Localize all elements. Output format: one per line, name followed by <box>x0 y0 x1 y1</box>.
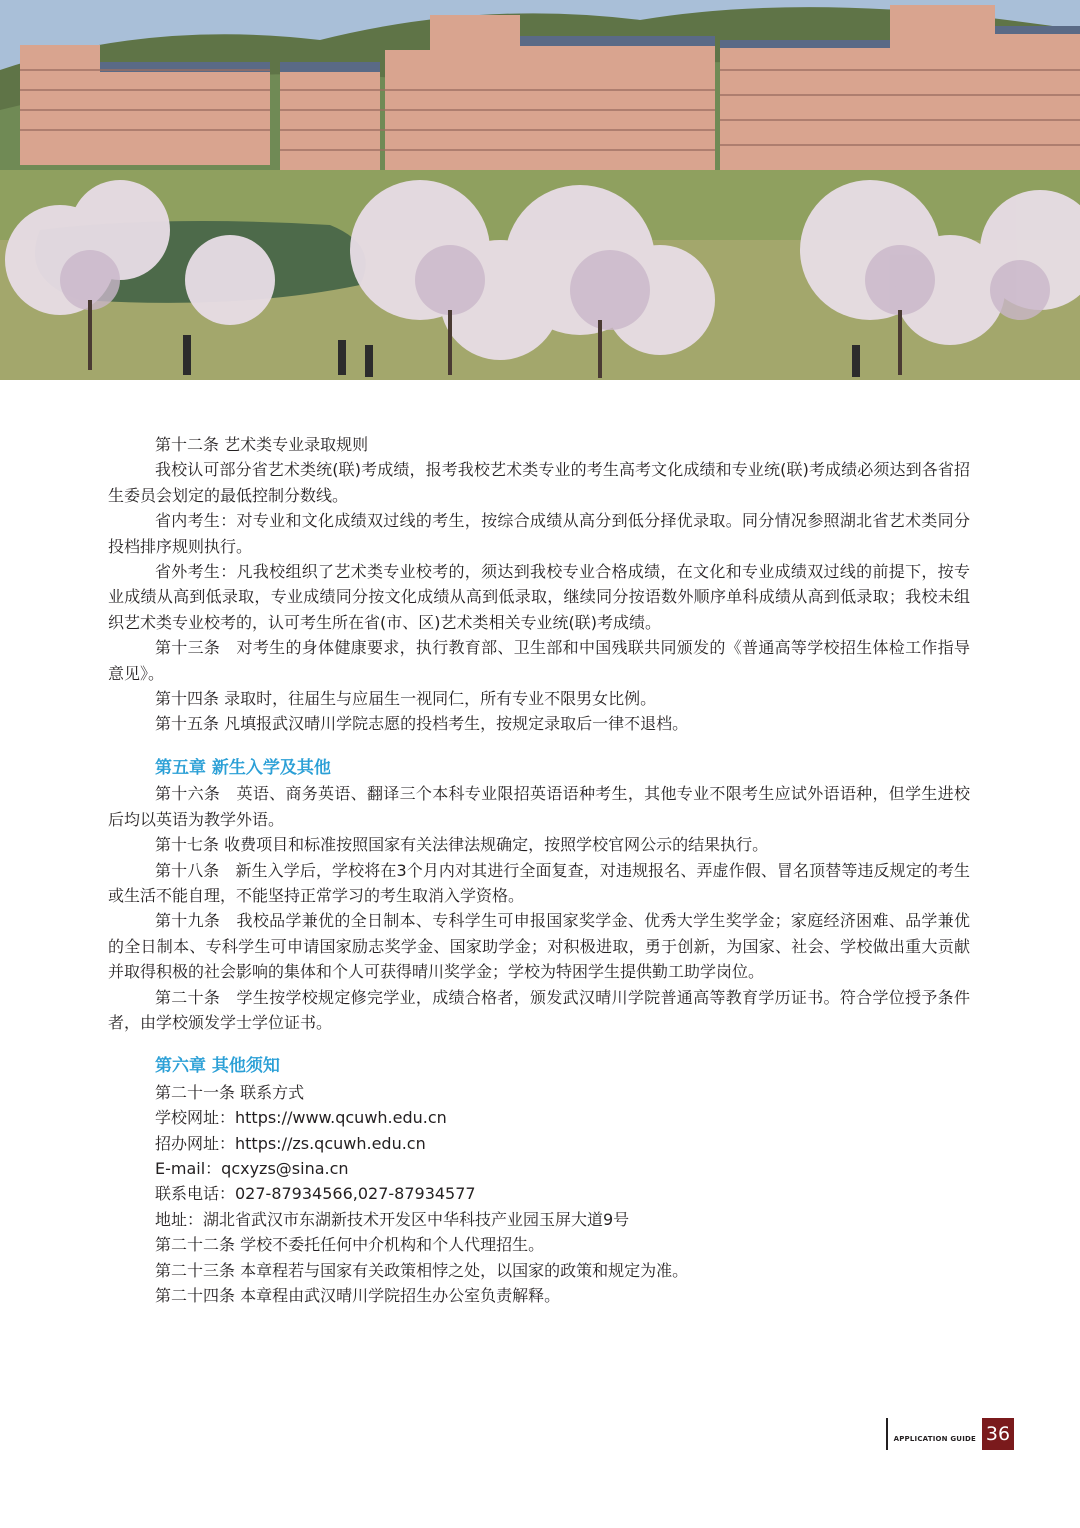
paragraph: 第十六条 英语、商务英语、翻译三个本科专业限招英语语种考生，其他专业不限考生应试外语语种，但学生进校后均以英语为教学外语。 <box>108 784 970 829</box>
paragraph: 省外考生：凡我校组织了艺术类专业校考的，须达到我校专业合格成绩，在文化和专业成绩双过线的前提下，按专业成绩从高到低录取，专业成绩同分按文化成绩从高到低录取，继续同分按语数外顺序单科成绩从高到低录取；我校未组织艺术类专业校考的，认可考生所在省(市、区)艺术类相关专业统(联)考成绩。 <box>108 562 970 632</box>
info-line: 第二十三条 本章程若与国家有关政策相悖之处，以国家的政策和规定为准。 <box>155 1260 689 1280</box>
info-line: 招办网址：https://zs.qcuwh.edu.cn <box>155 1133 426 1153</box>
campus-photo <box>0 0 1080 380</box>
section-gap <box>155 737 970 756</box>
info-line: 联系电话：027-87934566,027-87934577 <box>155 1184 476 1204</box>
footer-label: APPLICATION GUIDE <box>893 1435 976 1443</box>
paragraph: 我校认可部分省艺术类统(联)考成绩，报考我校艺术类专业的考生高考文化成绩和专业统(联)考成绩必须达到各省招生委员会划定的最低控制分数线。 <box>108 460 970 505</box>
info-line: 第二十四条 本章程由武汉晴川学院招生办公室负责解释。 <box>155 1286 561 1305</box>
article-body <box>108 432 970 1308</box>
paragraph: 第十四条 录取时，往届生与应届生一视同仁，所有专业不限男女比例。 <box>155 689 657 709</box>
paragraph: 第十八条 新生入学后，学校将在3个月内对其进行全面复查，对违规报名、弄虚作假、冒名顶替等违反规定的考生或生活不能自理，不能坚持正常学习的考生取消入学资格。 <box>108 860 970 905</box>
paragraph: 第十七条 收费项目和标准按照国家有关法律法规确定，按照学校官网公示的结果执行。 <box>155 835 769 855</box>
paragraph: 第十二条 艺术类专业录取规则 <box>155 435 369 454</box>
campus-photo-illustration <box>0 0 1080 380</box>
chapter-heading: 第六章 其他须知 <box>155 1056 280 1077</box>
paragraph: 第十三条 对考生的身体健康要求，执行教育部、卫生部和中国残联共同颁发的《普通高等学校招生体检工作指导意见》。 <box>108 638 970 683</box>
chapter-heading: 第五章 新生入学及其他 <box>155 757 331 778</box>
info-line: 学校网址：https://www.qcuwh.edu.cn <box>155 1108 447 1128</box>
paragraph: 第十五条 凡填报武汉晴川学院志愿的投档考生，按规定录取后一律不退档。 <box>155 714 689 734</box>
page-number-badge: 36 <box>982 1418 1014 1450</box>
info-line: E-mail：qcxyzs@sina.cn <box>155 1158 349 1178</box>
paragraph: 第二十条 学生按学校规定修完学业，成绩合格者，颁发武汉晴川学院普通高等教育学历证书。符合学位授予条件者，由学校颁发学士学位证书。 <box>108 987 970 1032</box>
paragraph: 省内考生：对专业和文化成绩双过线的考生，按综合成绩从高分到低分择优录取。同分情况参照湖北省艺术类同分投档排序规则执行。 <box>108 511 970 556</box>
info-line: 地址：湖北省武汉市东湖新技术开发区中华科技产业园玉屏大道9号 <box>155 1209 630 1229</box>
section-gap <box>155 1035 970 1054</box>
paragraph: 第十九条 我校品学兼优的全日制本、专科学生可申报国家奖学金、优秀大学生奖学金；家庭经济困难、品学兼优的全日制本、专科学生可申请国家励志奖学金、国家助学金；对积极进取，勇于创新，为国家、社会、学校做出重大贡献并取得积极的社会影响的集体和个人可获得晴川奖学金；学校为特困学生提供勤工助学岗位。 <box>108 911 970 982</box>
page-footer <box>886 1418 1014 1450</box>
footer-divider <box>886 1418 888 1450</box>
info-line: 第二十一条 联系方式 <box>155 1082 305 1102</box>
info-line: 第二十二条 学校不委托任何中介机构和个人代理招生。 <box>155 1235 545 1255</box>
